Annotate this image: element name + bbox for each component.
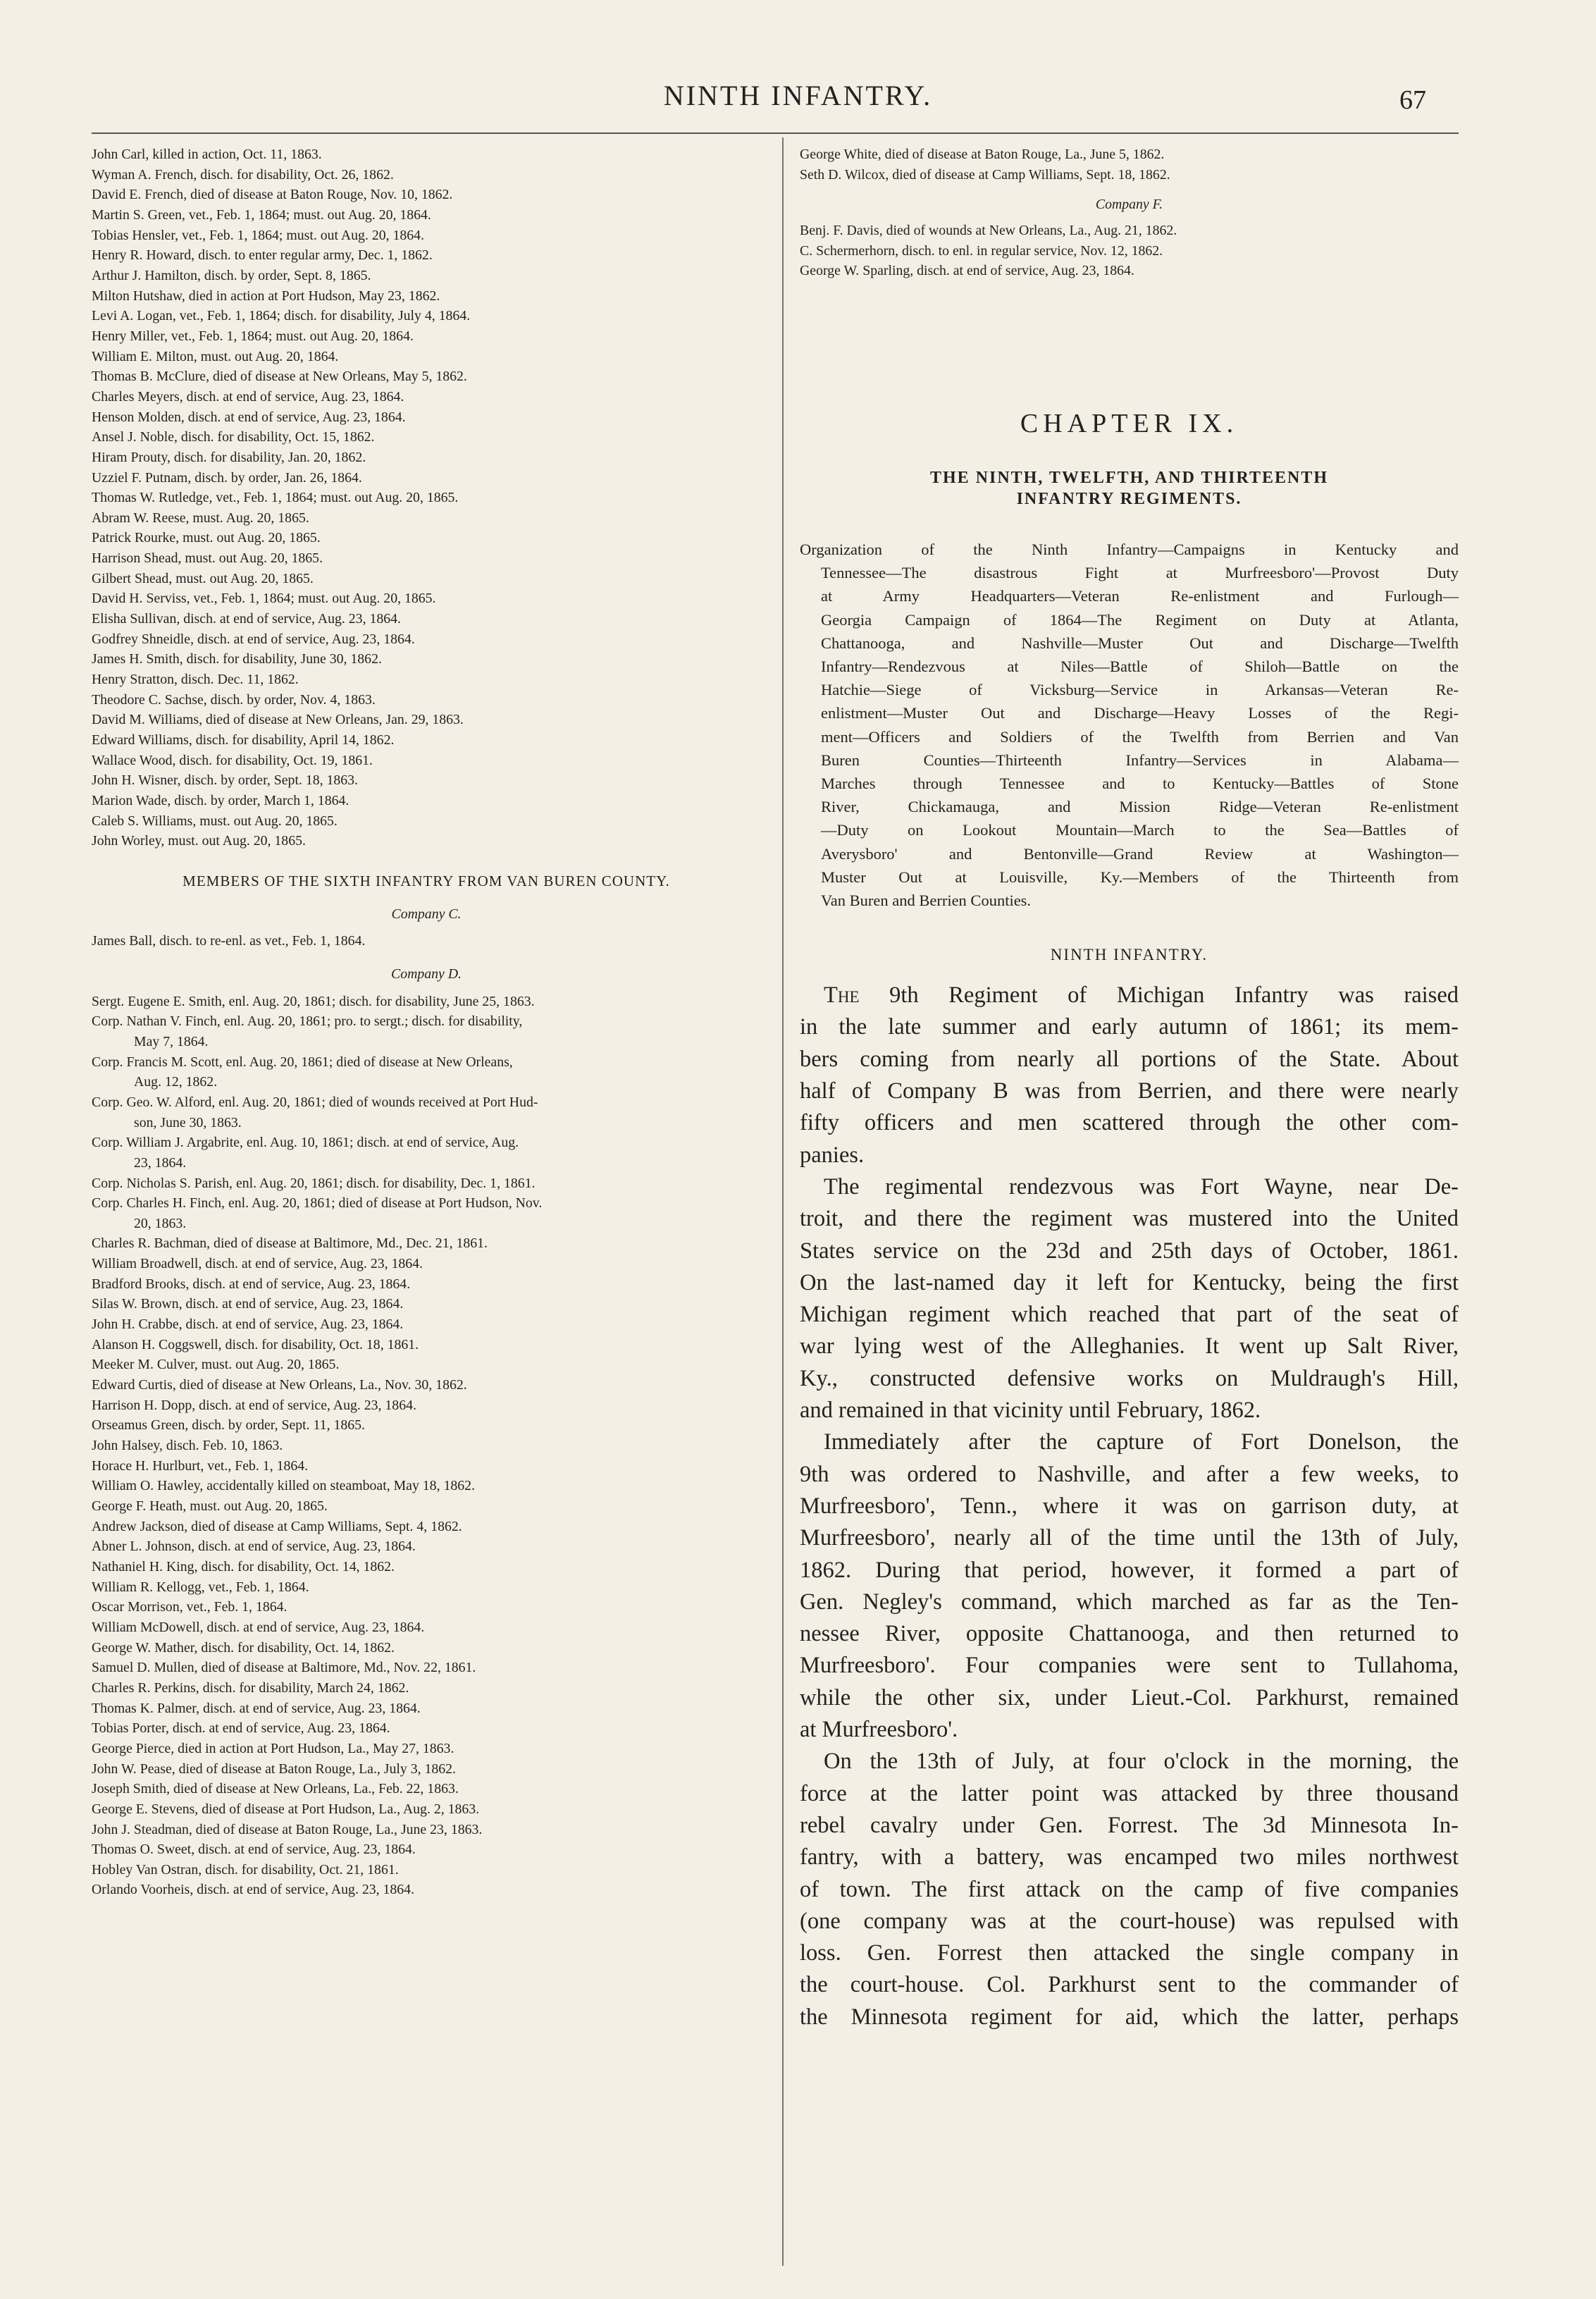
roster-entry: Abram W. Reese, must. Aug. 20, 1865. <box>92 510 309 526</box>
roster-entry: Henry Miller, vet., Feb. 1, 1864; must. out Aug. 20, 1864. <box>92 328 414 344</box>
roster-entry: Henson Molden, disch. at end of service, Aug. 23, 1864. <box>92 409 406 425</box>
body-line: Murfreesboro', nearly all of the time until the 13th of July, <box>800 1525 1459 1551</box>
roster-entry: Edward Williams, disch. for disability, April 14, 1862. <box>92 732 395 748</box>
roster-entry: son, June 30, 1863. <box>134 1114 242 1130</box>
roster-entry: Patrick Rourke, must. out Aug. 20, 1865. <box>92 530 321 546</box>
section-title: NINTH INFANTRY. <box>1050 946 1208 964</box>
roster-entry: Thomas O. Sweet, disch. at end of service, Aug. 23, 1864. <box>92 1842 416 1858</box>
roster-entry: Milton Hutshaw, died in action at Port Hudson, May 23, 1862. <box>92 288 440 304</box>
chapter-title: CHAPTER IX. <box>1020 408 1239 438</box>
roster-top <box>800 144 1459 281</box>
synopsis-line: enlistment—Muster Out and Discharge—Heavy Losses of the Regi- <box>821 704 1459 722</box>
body-line: at Murfreesboro'. <box>800 1717 958 1743</box>
roster-entry: Silas W. Brown, disch. at end of service, Aug. 23, 1864. <box>92 1296 404 1312</box>
chapter-synopsis <box>800 538 1459 912</box>
roster-entry: Corp. William J. Argabrite, enl. Aug. 10, 1861; disch. at end of service, Aug. <box>92 1135 519 1151</box>
body-line: Murfreesboro', Tenn., where it was on garrison duty, at <box>800 1493 1459 1519</box>
roster-entry: Nathaniel H. King, disch. for disability, Oct. 14, 1862. <box>92 1558 395 1574</box>
body-line: On the 13th of July, at four o'clock in the morning, the <box>824 1749 1459 1775</box>
body-line: fifty officers and men scattered through the other com- <box>800 1110 1459 1136</box>
roster-entry: C. Schermerhorn, disch. to enl. in regular service, Nov. 12, 1862. <box>800 242 1163 259</box>
roster-entry: Hobley Van Ostran, disch. for disability, Oct. 21, 1861. <box>92 1861 399 1878</box>
roster-entry: Joseph Smith, died of disease at New Orleans, La., Feb. 22, 1863. <box>92 1781 459 1797</box>
company-f-heading: Company F. <box>1095 197 1163 213</box>
roster-entry: John H. Wisner, disch. by order, Sept. 18, 1863. <box>92 772 359 789</box>
body-line: and remained in that vicinity until February, 1862. <box>800 1398 1261 1424</box>
roster-entry: Meeker M. Culver, must. out Aug. 20, 1865. <box>92 1357 340 1373</box>
roster-entry: George W. Sparling, disch. at end of service, Aug. 23, 1864. <box>800 263 1134 279</box>
body-line <box>800 980 1459 1011</box>
roster-entry: John Halsey, disch. Feb. 10, 1863. <box>92 1438 283 1454</box>
body-text <box>800 980 1459 2033</box>
synopsis-line: Chattanooga, and Nashville—Muster Out and Discharge—Twelfth <box>821 634 1459 652</box>
roster-entry: William McDowell, disch. at end of service, Aug. 23, 1864. <box>92 1619 425 1635</box>
roster-entry: Henry R. Howard, disch. to enter regular army, Dec. 1, 1862. <box>92 247 433 264</box>
body-line: force at the latter point was attacked by three thousand <box>800 1780 1459 1806</box>
roster-entry: David E. French, died of disease at Baton Rouge, Nov. 10, 1862. <box>92 187 453 203</box>
body-line: (one company was at the court-house) was repulsed with <box>800 1908 1459 1934</box>
chapter-subtitle-line: INFANTRY REGIMENTS. <box>1016 489 1242 508</box>
roster-entry: Charles Meyers, disch. at end of service, Aug. 23, 1864. <box>92 388 404 405</box>
body-line: rebel cavalry under Gen. Forrest. The 3d Minnesota In- <box>800 1812 1459 1838</box>
roster-entry: Alanson H. Coggswell, disch. for disability, Oct. 18, 1861. <box>92 1336 419 1352</box>
roster-entry: John J. Steadman, died of disease at Baton Rouge, La., June 23, 1863. <box>92 1821 483 1837</box>
synopsis-line: at Army Headquarters—Veteran Re-enlistment and Furlough— <box>821 587 1459 605</box>
roster-entry: Edward Curtis, died of disease at New Orleans, La., Nov. 30, 1862. <box>92 1377 467 1393</box>
roster-entry: Thomas W. Rutledge, vet., Feb. 1, 1864; must. out Aug. 20, 1865. <box>92 490 459 506</box>
section-heading-sixth-infantry: MEMBERS OF THE SIXTH INFANTRY FROM VAN BUREN COUNTY. <box>183 872 670 889</box>
roster-entry: Levi A. Logan, vet., Feb. 1, 1864; disch. for disability, July 4, 1864. <box>92 308 471 324</box>
roster-entry: John H. Crabbe, disch. at end of service, Aug. 23, 1864. <box>92 1317 404 1333</box>
roster-entry: George White, died of disease at Baton Rouge, La., June 5, 1862. <box>800 147 1165 162</box>
synopsis-line: Infantry—Rendezvous at Niles—Battle of Shiloh—Battle on the <box>821 657 1459 675</box>
left-column <box>92 144 761 1900</box>
body-line: troit, and there the regiment was mustered into the United <box>800 1206 1459 1232</box>
synopsis-line: Organization of the Ninth Infantry—Campaigns in Kentucky and <box>800 540 1459 558</box>
roster-entry: Corp. Charles H. Finch, enl. Aug. 20, 1861; died of disease at Port Hudson, Nov. <box>92 1195 543 1212</box>
roster-entry: Samuel D. Mullen, died of disease at Baltimore, Md., Nov. 22, 1861. <box>92 1660 476 1676</box>
synopsis-line: Muster Out at Louisville, Ky.—Members of the Thirteenth from <box>821 868 1459 886</box>
roster-entry: John Worley, must. out Aug. 20, 1865. <box>92 833 306 849</box>
body-line: panies. <box>800 1142 865 1168</box>
column-divider <box>782 137 784 2266</box>
roster-entry: Orseamus Green, disch. by order, Sept. 11, 1865. <box>92 1417 365 1434</box>
roster-entry: Corp. Geo. W. Alford, enl. Aug. 20, 1861; died of wounds received at Port Hud- <box>92 1094 538 1110</box>
body-line: fantry, with a battery, was encamped two miles northwest <box>800 1844 1459 1870</box>
roster-entry: Harrison H. Dopp, disch. at end of service, Aug. 23, 1864. <box>92 1397 416 1413</box>
company-d-list <box>92 992 761 1901</box>
roster-entry: Godfrey Shneidle, disch. at end of service, Aug. 23, 1864. <box>92 631 415 647</box>
synopsis-line: ment—Officers and Soldiers of the Twelfth from Berrien and Van <box>821 727 1459 746</box>
roster-entry: Caleb S. Williams, must. out Aug. 20, 1865. <box>92 813 338 829</box>
roster-entry: Arthur J. Hamilton, disch. by order, Sept. 8, 1865. <box>92 267 371 283</box>
chapter-subtitle-line: THE NINTH, TWELFTH, AND THIRTEENTH <box>929 468 1329 487</box>
body-line: The regimental rendezvous was Fort Wayne, near De- <box>824 1173 1459 1200</box>
body-line: the Minnesota regiment for aid, which the latter, perhaps <box>800 2004 1459 2030</box>
roster-entry: Aug. 12, 1862. <box>134 1074 218 1090</box>
roster-entry: Ansel J. Noble, disch. for disability, Oct. 15, 1862. <box>92 429 375 445</box>
roster-entry: Charles R. Perkins, disch. for disability, March 24, 1862. <box>92 1679 409 1696</box>
company-f-list <box>800 221 1459 281</box>
roster-entry: George E. Stevens, died of disease at Port Hudson, La., Aug. 2, 1863. <box>92 1801 480 1817</box>
synopsis-line: —Duty on Lookout Mountain—March to the Sea—Battles of <box>821 821 1459 839</box>
roster-top-list <box>800 144 1459 185</box>
roster-entry: Bradford Brooks, disch. at end of service, Aug. 23, 1864. <box>92 1276 411 1292</box>
company-c-list <box>92 931 761 951</box>
roster-entry: Hiram Prouty, disch. for disability, Jan. 20, 1862. <box>92 449 366 465</box>
roster-entry: May 7, 1864. <box>134 1033 209 1049</box>
roster-entry: Oscar Morrison, vet., Feb. 1, 1864. <box>92 1599 287 1615</box>
body-line: Gen. Negley's command, which marched as far as the Ten- <box>800 1589 1459 1615</box>
body-line: in the late summer and early autumn of 1861; its mem- <box>800 1014 1459 1040</box>
body-line: Immediately after the capture of Fort Donelson, the <box>824 1429 1459 1455</box>
roster-entry: Seth D. Wilcox, died of disease at Camp Williams, Sept. 18, 1862. <box>800 166 1170 183</box>
roster-entry: Benj. F. Davis, died of wounds at New Orleans, La., Aug. 21, 1862. <box>800 222 1177 238</box>
body-line: loss. Gen. Forrest then attacked the single company in <box>800 1940 1459 1966</box>
body-line: Ky., constructed defensive works on Muldraugh's Hill, <box>800 1365 1459 1391</box>
roster-entry: Harrison Shead, must. out Aug. 20, 1865. <box>92 550 323 567</box>
roster-entry: William Broadwell, disch. at end of service, Aug. 23, 1864. <box>92 1256 423 1272</box>
roster-entry: Gilbert Shead, must. out Aug. 20, 1865. <box>92 570 314 586</box>
body-line: war lying west of the Alleghanies. It went up Salt River, <box>800 1333 1459 1360</box>
body-line: the court-house. Col. Parkhurst sent to the commander of <box>800 1972 1459 1998</box>
roster-entry: 20, 1863. <box>134 1215 187 1231</box>
roster-entry: George W. Mather, disch. for disability, Oct. 14, 1862. <box>92 1639 395 1656</box>
header-rule <box>92 132 1459 134</box>
roster-entry: Thomas K. Palmer, disch. at end of service, Aug. 23, 1864. <box>92 1700 421 1716</box>
roster-entry: Horace H. Hurlburt, vet., Feb. 1, 1864. <box>92 1457 309 1474</box>
synopsis-line: Tennessee—The disastrous Fight at Murfreesboro'—Provost Duty <box>821 564 1459 582</box>
roster-entry: George Pierce, died in action at Port Hudson, La., May 27, 1863. <box>92 1740 454 1756</box>
opening-line-rest: 9th Regiment of Michigan Infantry was raised <box>859 982 1459 1009</box>
roster-entry: Theodore C. Sachse, disch. by order, Nov. 4, 1863. <box>92 691 376 708</box>
synopsis-line: Buren Counties—Thirteenth Infantry—Services in Alabama— <box>821 751 1459 769</box>
body-line: On the last-named day it left for Kentucky, being the first <box>800 1269 1459 1295</box>
body-line: Michigan regiment which reached that part of the seat of <box>800 1302 1459 1328</box>
body-line: nessee River, opposite Chattanooga, and then returned to <box>800 1621 1459 1647</box>
roster-entry: Wyman A. French, disch. for disability, Oct. 26, 1862. <box>92 166 394 183</box>
synopsis-line: Marches through Tennessee and to Kentucky—Battles of Stone <box>821 774 1459 792</box>
roster-entry: Tobias Hensler, vet., Feb. 1, 1864; must. out Aug. 20, 1864. <box>92 227 424 243</box>
roster-entry: Abner L. Johnson, disch. at end of service, Aug. 23, 1864. <box>92 1539 416 1555</box>
body-line: half of Company B was from Berrien, and there were nearly <box>800 1078 1459 1104</box>
body-line: of town. The first attack on the camp of five companies <box>800 1876 1459 1902</box>
roster-entry: Charles R. Bachman, died of disease at Baltimore, Md., Dec. 21, 1861. <box>92 1235 488 1252</box>
roster-entry: Martin S. Green, vet., Feb. 1, 1864; must. out Aug. 20, 1864. <box>92 207 431 223</box>
body-line: bers coming from nearly all portions of the State. About <box>800 1046 1459 1072</box>
roster-entry: Corp. Francis M. Scott, enl. Aug. 20, 1861; died of disease at New Orleans, <box>92 1054 513 1070</box>
roster-entry: Elisha Sullivan, disch. at end of service, Aug. 23, 1864. <box>92 611 401 627</box>
roster-entry: 23, 1864. <box>134 1154 187 1171</box>
roster-entry: Tobias Porter, disch. at end of service, Aug. 23, 1864. <box>92 1720 390 1737</box>
body-line: 9th was ordered to Nashville, and after a few weeks, to <box>800 1461 1459 1487</box>
body-line: 1862. During that period, however, it formed a part of <box>800 1557 1459 1583</box>
roster-entry: Sergt. Eugene E. Smith, enl. Aug. 20, 1861; disch. for disability, June 25, 1863. <box>92 993 535 1009</box>
synopsis-line: Hatchie—Siege of Vicksburg—Service in Arkansas—Veteran Re- <box>821 681 1459 699</box>
synopsis-line: Georgia Campaign of 1864—The Regiment on Duty at Atlanta, <box>821 610 1459 629</box>
synopsis-line: Averysboro' and Bentonville—Grand Review at Washington— <box>821 844 1459 863</box>
body-line: States service on the 23d and 25th days of October, 1861. <box>800 1238 1459 1264</box>
company-c-heading: Company C. <box>391 906 462 922</box>
roster-entry: James Ball, disch. to re-enl. as vet., Feb. 1, 1864. <box>92 933 366 949</box>
chapter-subtitle <box>800 467 1459 510</box>
roster-continued-list <box>92 144 761 851</box>
roster-entry: Orlando Voorheis, disch. at end of service, Aug. 23, 1864. <box>92 1882 415 1898</box>
roster-entry: Corp. Nathan V. Finch, enl. Aug. 20, 1861; pro. to sergt.; disch. for disability, <box>92 1013 523 1030</box>
body-line: while the other six, under Lieut.-Col. Parkhurst, remained <box>800 1684 1459 1711</box>
roster-entry: David H. Serviss, vet., Feb. 1, 1864; must. out Aug. 20, 1865. <box>92 591 436 607</box>
body-line: Murfreesboro'. Four companies were sent to Tullahoma, <box>800 1653 1459 1679</box>
company-d-heading: Company D. <box>391 966 462 982</box>
roster-entry: Wallace Wood, disch. for disability, Oct. 19, 1861. <box>92 752 373 768</box>
roster-entry: James H. Smith, disch. for disability, June 30, 1862. <box>92 651 382 667</box>
synopsis-line: Van Buren and Berrien Counties. <box>821 891 1032 909</box>
roster-entry: Henry Stratton, disch. Dec. 11, 1862. <box>92 672 299 688</box>
roster-entry: Uzziel F. Putnam, disch. by order, Jan. 26, 1864. <box>92 469 362 486</box>
page-number: 67 <box>1399 85 1426 115</box>
roster-entry: Corp. Nicholas S. Parish, enl. Aug. 20, 1861; disch. for disability, Dec. 1, 1861. <box>92 1175 536 1191</box>
opening-small-caps: The <box>824 982 860 1009</box>
roster-entry: Thomas B. McClure, died of disease at New Orleans, May 5, 1862. <box>92 369 467 385</box>
roster-entry: Andrew Jackson, died of disease at Camp Williams, Sept. 4, 1862. <box>92 1518 462 1534</box>
running-head: NINTH INFANTRY. <box>663 80 933 111</box>
roster-entry: John Carl, killed in action, Oct. 11, 1863. <box>92 147 322 162</box>
right-column <box>800 144 1459 2033</box>
roster-entry: George F. Heath, must. out Aug. 20, 1865. <box>92 1498 328 1514</box>
roster-entry: John W. Pease, died of disease at Baton Rouge, La., July 3, 1862. <box>92 1761 456 1777</box>
roster-entry: Marion Wade, disch. by order, March 1, 1864. <box>92 793 349 808</box>
synopsis-line: River, Chickamauga, and Mission Ridge—Veteran Re-enlistment <box>821 798 1459 816</box>
roster-entry: David M. Williams, died of disease at New Orleans, Jan. 29, 1863. <box>92 712 464 728</box>
roster-entry: William O. Hawley, accidentally killed on steamboat, May 18, 1862. <box>92 1478 475 1494</box>
roster-entry: William R. Kellogg, vet., Feb. 1, 1864. <box>92 1579 309 1595</box>
roster-entry: William E. Milton, must. out Aug. 20, 1864. <box>92 348 339 364</box>
